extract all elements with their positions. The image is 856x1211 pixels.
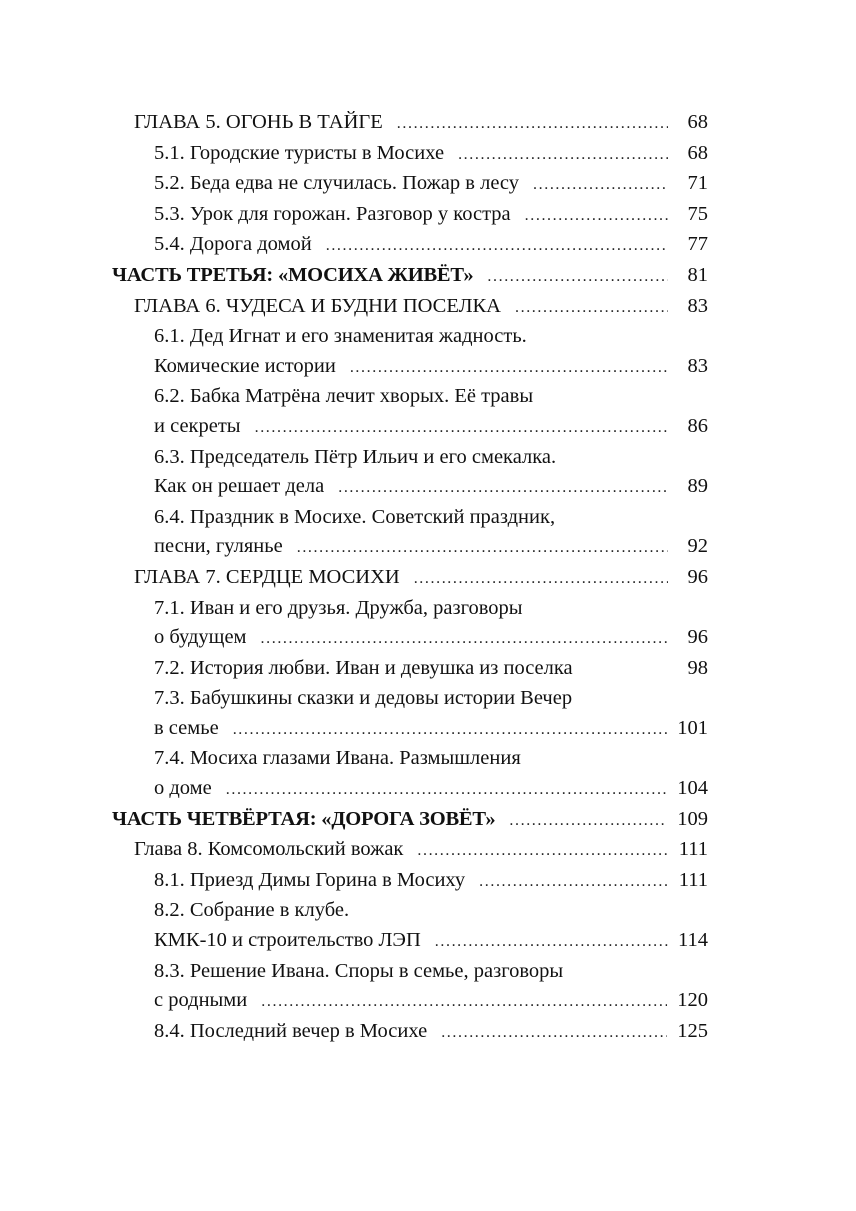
- toc-entry-sec: [112, 896, 708, 956]
- toc-entry-sec: [112, 684, 708, 744]
- toc-page-number: 111: [678, 838, 708, 861]
- toc-page-number: 125: [677, 1019, 708, 1042]
- dot-leader: [326, 231, 668, 261]
- toc-entry-title: 5.4. Дорога домой: [154, 233, 312, 256]
- toc-page-number: 68: [687, 111, 708, 133]
- toc-entry-title-line: 7.1. Иван и его друзья. Дружба, разговоры: [154, 596, 523, 619]
- toc-entry-sec: [112, 443, 708, 503]
- toc-page-number: 81: [687, 263, 708, 286]
- toc-entry-title: ГЛАВА 7. СЕРДЦЕ МОСИХИ: [134, 565, 400, 588]
- toc-entry-part: [112, 805, 708, 836]
- toc-page-number: 77: [687, 233, 708, 256]
- toc-page-number: 89: [687, 475, 708, 498]
- toc-entry-title: ЧАСТЬ ТРЕТЬЯ: «МОСИХА ЖИВЁТ»: [112, 263, 474, 286]
- toc-page-number: 120: [677, 989, 708, 1012]
- toc-page-number: 104: [677, 777, 708, 800]
- toc-entry-title: и секреты: [154, 414, 241, 437]
- dot-leader: [435, 927, 668, 957]
- toc-entry-title: ЧАСТЬ ЧЕТВЁРТАЯ: «ДОРОГА ЗОВЁТ»: [112, 807, 496, 830]
- toc-entry-sec: [112, 744, 708, 804]
- toc-page-number: 71: [687, 172, 708, 195]
- dot-leader: [479, 867, 668, 897]
- dot-leader: [458, 140, 668, 170]
- dot-leader: [525, 201, 668, 231]
- toc-entry-title: ГЛАВА 5. ОГОНЬ В ТАЙГЕ: [134, 111, 383, 133]
- toc-entry-title: 8.1. Приезд Димы Горина в Мосиху: [154, 868, 466, 891]
- dot-leader: [397, 109, 668, 139]
- toc-entry-sec: [112, 866, 708, 897]
- toc-entry-sec: [112, 169, 708, 200]
- toc-entry-chap: [112, 108, 708, 139]
- dot-leader: [533, 170, 668, 200]
- dot-leader: [226, 775, 668, 805]
- toc-entry-chap: [112, 835, 708, 866]
- toc-entry-sec: [112, 654, 708, 685]
- toc-entry-title: Глава 8. Комсомольский вожак: [134, 838, 404, 861]
- dot-leader: [261, 624, 668, 654]
- toc-entry-sec: [112, 594, 708, 654]
- toc-entry-title: о доме: [154, 777, 212, 800]
- toc-entry-sec: [112, 957, 708, 1017]
- toc-entry-title-line: 6.1. Дед Игнат и его знаменитая жадность.: [154, 325, 527, 348]
- dot-leader: [417, 836, 668, 866]
- toc-entry-title: 7.2. История любви. Иван и девушка из поселка: [154, 656, 573, 679]
- toc-page-number: 83: [687, 294, 708, 317]
- toc-entry-sec: [112, 322, 708, 382]
- dot-leader: [297, 533, 668, 563]
- toc-entry-title: КМК-10 и строительство ЛЭП: [154, 929, 421, 952]
- toc-entry-title: Комические истории: [154, 354, 336, 377]
- toc-entry-sec: [112, 382, 708, 442]
- toc-entry-title-line: 7.4. Мосиха глазами Ивана. Размышления: [154, 747, 521, 770]
- toc-entry-title: песни, гулянье: [154, 535, 283, 558]
- toc-page-number: 98: [687, 656, 708, 679]
- toc-entry-title-line: 8.2. Собрание в клубе.: [154, 899, 350, 922]
- toc-entry-title-line: 6.3. Председатель Пётр Ильич и его смекалка.: [154, 445, 557, 468]
- dot-leader: [338, 473, 668, 503]
- toc-entry-title: с родными: [154, 989, 248, 1012]
- table-of-contents: [112, 108, 708, 1047]
- toc-entry-sec: [112, 139, 708, 170]
- toc-page-number: 86: [687, 414, 708, 437]
- toc-entry-sec: [112, 230, 708, 261]
- toc-page-number: 96: [687, 626, 708, 649]
- toc-entry-title: в семье: [154, 716, 219, 739]
- dot-leader: [350, 353, 668, 383]
- dot-leader: [261, 987, 667, 1017]
- dot-leader: [414, 564, 668, 594]
- toc-entry-chap: [112, 292, 708, 323]
- toc-page-number: 68: [687, 141, 708, 164]
- toc-entry-sec: [112, 200, 708, 231]
- toc-entry-title: 5.2. Беда едва не случилась. Пожар в лесу: [154, 172, 520, 195]
- toc-page-number: 111: [678, 868, 708, 891]
- toc-entry-title: Как он решает дела: [154, 475, 325, 498]
- toc-entry-title-line: 6.2. Бабка Матрёна лечит хворых. Её травы: [154, 385, 534, 408]
- dot-leader: [255, 413, 668, 443]
- toc-entry-title: 8.4. Последний вечер в Мосихе: [154, 1019, 428, 1042]
- toc-entry-sec: [112, 1017, 708, 1048]
- toc-entry-title: о будущем: [154, 626, 247, 649]
- dot-leader: [233, 715, 668, 745]
- toc-entry-chap: [112, 563, 708, 594]
- toc-page-number: 114: [678, 929, 708, 952]
- toc-page-number: 75: [687, 202, 708, 225]
- toc-entry-title: 5.3. Урок для горожан. Разговор у костра: [154, 202, 511, 225]
- dot-leader: [441, 1018, 667, 1048]
- toc-entry-title: 5.1. Городские туристы в Мосихе: [154, 141, 445, 164]
- dot-leader: [509, 806, 667, 836]
- toc-entry-sec: [112, 503, 708, 563]
- toc-entry-title-line: 7.3. Бабушкины сказки и дедовы истории Вечер: [154, 687, 573, 710]
- toc-page-number: 109: [677, 807, 708, 830]
- toc-page-number: 92: [687, 535, 708, 558]
- toc-entry-title-line: 6.4. Праздник в Мосихе. Советский праздник,: [154, 505, 556, 528]
- toc-entry-title: ГЛАВА 6. ЧУДЕСА И БУДНИ ПОСЕЛКА: [134, 294, 501, 317]
- toc-page-number: 101: [677, 716, 708, 739]
- toc-page-number: 83: [687, 354, 708, 377]
- dot-leader: [515, 293, 668, 323]
- toc-entry-title-line: 8.3. Решение Ивана. Споры в семье, разговоры: [154, 959, 564, 982]
- toc-page-number: 96: [687, 565, 708, 588]
- dot-leader: [487, 262, 668, 292]
- toc-entry-part: [112, 261, 708, 292]
